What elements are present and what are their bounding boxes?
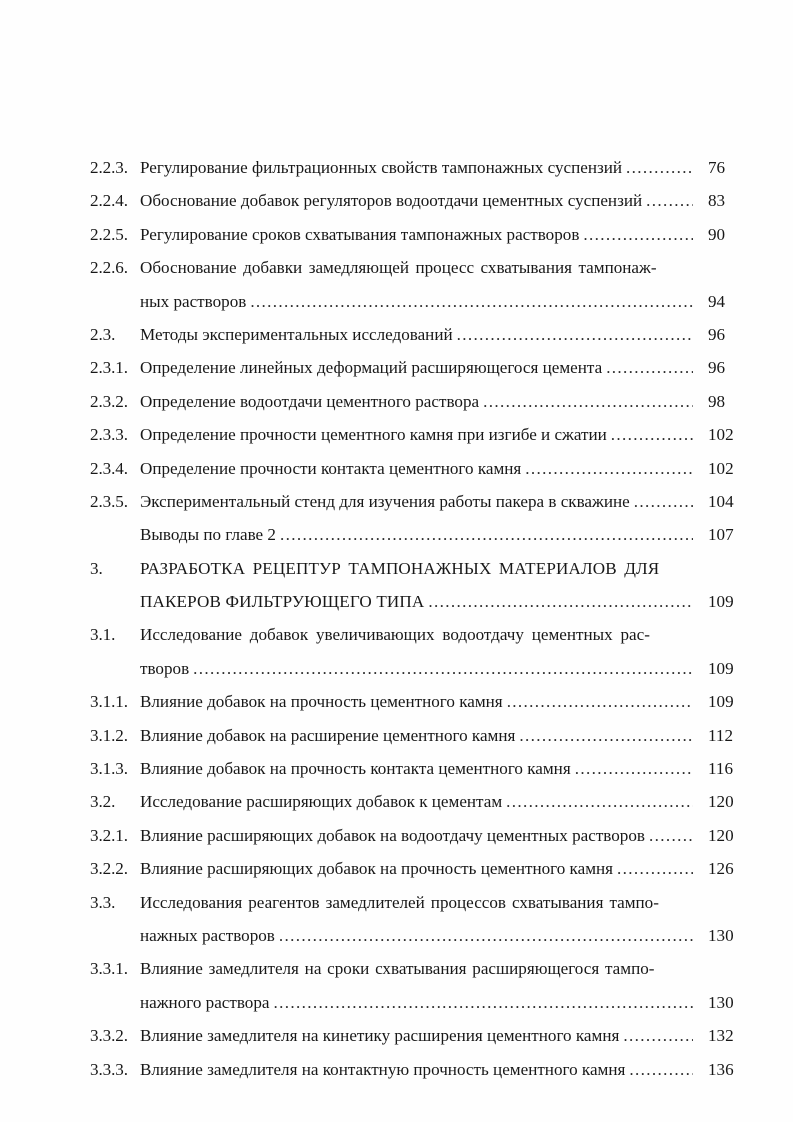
toc-dot-leader: [280, 518, 693, 551]
toc-entry-number: 2.2.5.: [90, 224, 128, 244]
toc-entry-list: [90, 151, 752, 1086]
toc-entry-title: Исследование добавок увеличивающих водоотдачу цементных рас-: [140, 625, 650, 645]
toc-page-number: 107: [708, 525, 734, 545]
toc-entry-body: [140, 886, 752, 919]
toc-entry-number: 3.3.1.: [90, 959, 128, 979]
toc-entry-continuation-line: [90, 919, 752, 952]
toc-entry-title: Регулирование сроков схватывания тампонажных растворов: [140, 224, 580, 244]
toc-entry-line: [90, 151, 752, 184]
toc-entry-line: [90, 886, 752, 919]
toc-entry[interactable]: [90, 485, 752, 518]
toc-entry-line: [90, 518, 752, 551]
toc-dot-leader: [250, 285, 693, 318]
toc-entry-number: 3.: [90, 558, 103, 578]
toc-entry-number: 3.2.1.: [90, 825, 128, 845]
toc-dot-leader: [649, 819, 693, 852]
toc-entry-body: [140, 385, 752, 418]
toc-dot-leader: [273, 986, 693, 1019]
toc-entry[interactable]: [90, 785, 752, 818]
toc-dot-leader: [519, 719, 693, 752]
toc-page-number: 109: [708, 692, 734, 712]
toc-dot-leader: [279, 919, 693, 952]
toc-entry[interactable]: [90, 151, 752, 184]
toc-entry-line: [90, 1053, 752, 1086]
toc-entry-number: 3.3.3.: [90, 1059, 128, 1079]
toc-dot-leader: [575, 752, 693, 785]
toc-page-number: 102: [708, 458, 734, 478]
toc-page-number: 116: [708, 759, 734, 779]
toc-page-number: 136: [708, 1059, 734, 1079]
toc-entry[interactable]: [90, 251, 752, 318]
toc-entry-title: Определение линейных деформаций расширяющегося цемента: [140, 358, 603, 378]
toc-entry[interactable]: [90, 318, 752, 351]
toc-entry-number: 3.1.1.: [90, 692, 128, 712]
toc-entry-title: Методы экспериментальных исследований: [140, 324, 453, 344]
toc-entry-title: ПАКЕРОВ ФИЛЬТРУЮЩЕГО ТИПА: [140, 592, 425, 612]
toc-page-number: 112: [708, 725, 734, 745]
toc-dot-leader: [634, 485, 693, 518]
toc-entry-line: [90, 218, 752, 251]
toc-page-number: 126: [708, 859, 734, 879]
toc-page-number: 109: [708, 592, 734, 612]
toc-entry-title: творов: [140, 658, 190, 678]
toc-entry-body: [140, 618, 752, 651]
toc-entry[interactable]: [90, 418, 752, 451]
toc-dot-leader: [193, 652, 693, 685]
toc-entry-number: 2.3.3.: [90, 425, 128, 445]
toc-entry-body: [140, 552, 752, 585]
toc-entry-body: [140, 719, 752, 752]
toc-entry[interactable]: [90, 385, 752, 418]
toc-entry[interactable]: [90, 552, 752, 619]
toc-entry-line: [90, 952, 752, 985]
toc-page-number: 132: [708, 1026, 734, 1046]
toc-entry-title: Экспериментальный стенд для изучения работы пакера в скважине: [140, 491, 630, 511]
toc-entry-body: [140, 285, 752, 318]
toc-entry-line: [90, 685, 752, 718]
toc-entry[interactable]: [90, 618, 752, 685]
toc-entry-body: [140, 685, 752, 718]
toc-entry-title: Влияние добавок на расширение цементного камня: [140, 725, 516, 745]
toc-entry[interactable]: [90, 752, 752, 785]
toc-entry[interactable]: [90, 452, 752, 485]
toc-entry-number: 2.3.5.: [90, 491, 128, 511]
toc-entry-line: [90, 618, 752, 651]
toc-entry-title: нажного раствора: [140, 992, 270, 1012]
toc-entry-body: [140, 218, 752, 251]
toc-page-number: 120: [708, 792, 734, 812]
toc-entry-title: Определение прочности цементного камня при изгибе и сжатии: [140, 425, 607, 445]
toc-entry-title: РАЗРАБОТКА РЕЦЕПТУР ТАМПОНАЖНЫХ МАТЕРИАЛОВ ДЛЯ: [140, 558, 660, 578]
toc-entry-number: 3.1.2.: [90, 725, 128, 745]
toc-entry-title: Влияние расширяющих добавок на водоотдачу цементных растворов: [140, 825, 645, 845]
toc-entry-body: [140, 452, 752, 485]
toc-entry-body: [140, 418, 752, 451]
toc-entry[interactable]: [90, 518, 752, 551]
toc-entry-title: Определение водоотдачи цементного раствора: [140, 391, 480, 411]
toc-entry-line: [90, 719, 752, 752]
toc-entry-number: 2.2.4.: [90, 191, 128, 211]
toc-entry-title: Выводы по главе 2: [140, 525, 276, 545]
toc-entry[interactable]: [90, 218, 752, 251]
toc-entry-number: 2.2.3.: [90, 158, 128, 177]
toc-dot-leader: [626, 151, 693, 184]
toc-page-number: 96: [708, 358, 726, 378]
toc-entry-body: [140, 919, 752, 952]
toc-page-number: 130: [708, 925, 734, 945]
toc-dot-leader: [457, 318, 693, 351]
toc-entry-line: [90, 819, 752, 852]
toc-page-number: 96: [708, 324, 726, 344]
toc-entry[interactable]: [90, 184, 752, 217]
toc-page-number: 120: [708, 825, 734, 845]
toc-entry-line: [90, 184, 752, 217]
toc-entry[interactable]: [90, 1019, 752, 1052]
toc-entry-title: ных растворов: [140, 291, 247, 311]
toc-entry-title: Определение прочности контакта цементного камня: [140, 458, 522, 478]
toc-entry-body: [140, 785, 752, 818]
toc-entry-line: [90, 318, 752, 351]
toc-entry-continuation-line: [90, 285, 752, 318]
toc-entry-title: Влияние замедлителя на кинетику расширения цементного камня: [140, 1026, 620, 1046]
toc-entry-number: 3.3.2.: [90, 1026, 128, 1046]
toc-entry-body: [140, 752, 752, 785]
toc-entry-body: [140, 986, 752, 1019]
toc-entry-line: [90, 251, 752, 284]
toc-entry-line: [90, 852, 752, 885]
toc-dot-leader: [646, 184, 693, 217]
toc-entry-title: Обоснование добавки замедляющей процесс схватывания тампонаж-: [140, 258, 657, 278]
toc-page-number: 90: [708, 224, 726, 244]
toc-entry-title: Регулирование фильтрационных свойств тампонажных суспензий: [140, 158, 623, 177]
toc-entry-continuation-line: [90, 986, 752, 1019]
toc-entry-number: 3.1.3.: [90, 759, 128, 779]
toc-entry-number: 2.3.1.: [90, 358, 128, 378]
toc-entry-title: Влияние замедлителя на сроки схватывания расширяющегося тампо-: [140, 959, 655, 979]
toc-entry-line: [90, 485, 752, 518]
toc-entry-number: 3.2.2.: [90, 859, 128, 879]
toc-entry-number: 3.3.: [90, 892, 116, 912]
toc-entry-title: Исследование расширяющих добавок к цементам: [140, 792, 503, 812]
toc-entry[interactable]: [90, 852, 752, 885]
toc-entry-body: [140, 585, 752, 618]
toc-entry-body: [140, 485, 752, 518]
toc-entry-title: Влияние добавок на прочность цементного камня: [140, 692, 503, 712]
toc-entry-title: Влияние замедлителя на контактную прочность цементного камня: [140, 1059, 626, 1079]
toc-entry-number: 2.2.6.: [90, 258, 128, 278]
toc-dot-leader: [611, 418, 693, 451]
toc-entry[interactable]: [90, 819, 752, 852]
toc-dot-leader: [583, 218, 693, 251]
toc-entry-body: [140, 184, 752, 217]
toc-entry-line: [90, 785, 752, 818]
toc-entry-line: [90, 418, 752, 451]
toc-entry-line: [90, 452, 752, 485]
toc-dot-leader: [617, 852, 693, 885]
toc-entry-number: 3.1.: [90, 625, 116, 645]
toc-entry[interactable]: [90, 886, 752, 953]
toc-page-number: 109: [708, 658, 734, 678]
toc-entry-line: [90, 552, 752, 585]
toc-entry-continuation-line: [90, 652, 752, 685]
toc-entry-body: [140, 251, 752, 284]
toc-entry-body: [140, 952, 752, 985]
toc-entry-number: 3.2.: [90, 792, 116, 812]
toc-entry-body: [140, 819, 752, 852]
toc-dot-leader: [506, 785, 693, 818]
toc-entry-line: [90, 385, 752, 418]
toc-entry-number: 2.3.: [90, 324, 116, 344]
toc-page-number: 130: [708, 992, 734, 1012]
toc-dot-leader: [483, 385, 693, 418]
toc-entry-line: [90, 1019, 752, 1052]
toc-entry-line: [90, 752, 752, 785]
toc-entry-line: [90, 351, 752, 384]
toc-entry-number: 2.3.2.: [90, 391, 128, 411]
toc-dot-leader: [428, 585, 693, 618]
toc-entry-title: нажных растворов: [140, 925, 275, 945]
toc-page-number: 98: [708, 391, 726, 411]
toc-entry-number: 2.3.4.: [90, 458, 128, 478]
toc-page-number: 104: [708, 491, 734, 511]
toc-entry-title: Исследования реагентов замедлителей процессов схватывания тампо-: [140, 892, 659, 912]
toc-entry-body: [140, 151, 752, 184]
toc-entry-title: Обоснование добавок регуляторов водоотдачи цементных суспензий: [140, 191, 643, 211]
toc-entry-body: [140, 652, 752, 685]
toc-dot-leader: [629, 1053, 693, 1086]
toc-page-number: 102: [708, 425, 734, 445]
toc-entry[interactable]: [90, 685, 752, 718]
toc-entry-body: [140, 518, 752, 551]
toc-entry-body: [140, 351, 752, 384]
toc-dot-leader: [525, 452, 693, 485]
toc-dot-leader: [606, 351, 693, 384]
toc-entry-body: [140, 1053, 752, 1086]
toc-entry[interactable]: [90, 351, 752, 384]
toc-dot-leader: [623, 1019, 693, 1052]
toc-entry-title: Влияние добавок на прочность контакта цементного камня: [140, 759, 571, 779]
toc-entry[interactable]: [90, 952, 752, 1019]
toc-page-number: 83: [708, 191, 726, 211]
toc-page-number: 76: [708, 158, 726, 177]
toc-entry-body: [140, 852, 752, 885]
toc-entry-title: Влияние расширяющих добавок на прочность цементного камня: [140, 859, 614, 879]
toc-entry[interactable]: [90, 719, 752, 752]
toc-entry[interactable]: [90, 1053, 752, 1086]
toc-page-number: 94: [708, 291, 726, 311]
toc-entry-continuation-line: [90, 585, 752, 618]
toc-dot-leader: [507, 685, 693, 718]
toc-entry-body: [140, 318, 752, 351]
toc-entry-body: [140, 1019, 752, 1052]
